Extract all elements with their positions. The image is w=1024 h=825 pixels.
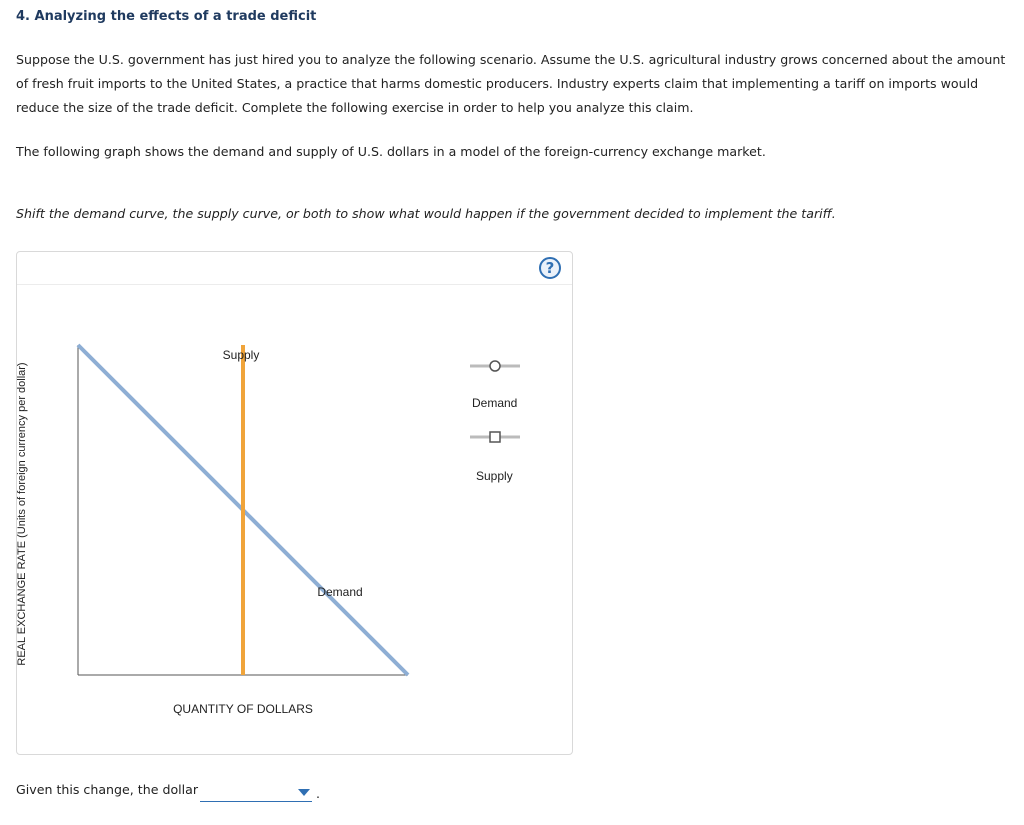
square-marker-icon[interactable] [490, 432, 500, 442]
legend-demand-label: Demand [472, 396, 518, 410]
instruction-text: Shift the demand curve, the supply curve, or both to show what would happen if the government decided to implement the tariff. [16, 206, 836, 221]
legend-demand-tool[interactable] [470, 361, 520, 371]
scenario-paragraph: Suppose the U.S. government has just hired you to analyze the following scenario. Assume the U.S. agricultural industry grows concerned about the amount of fresh fruit imports to the United States, a practice that harms domestic producers. Industry experts claim that implementing a tariff on imports would reduce the size of the trade deficit. Complete the following exercise in order to help you analyze this claim. [16, 52, 1006, 115]
question-circle-icon[interactable]: ? [539, 257, 561, 279]
chevron-down-icon[interactable] [298, 789, 310, 796]
answer-period: . [316, 786, 321, 801]
legend-supply-tool[interactable] [470, 432, 520, 442]
x-axis-label: QUANTITY OF DOLLARS [173, 702, 313, 716]
graph-description: The following graph shows the demand and supply of U.S. dollars in a model of the foreign-currency exchange market. [16, 144, 766, 159]
dollar-change-dropdown[interactable] [200, 784, 312, 802]
question-title: 4. Analyzing the effects of a trade deficit [16, 9, 317, 24]
supply-curve-label: Supply [222, 348, 260, 362]
answer-prompt: Given this change, the dollar [16, 782, 199, 797]
legend-supply-label: Supply [476, 469, 513, 483]
demand-curve-label: Demand [317, 585, 363, 599]
y-axis-label: REAL EXCHANGE RATE (Units of foreign currency per dollar) [16, 362, 28, 666]
circle-marker-icon[interactable] [490, 361, 500, 371]
